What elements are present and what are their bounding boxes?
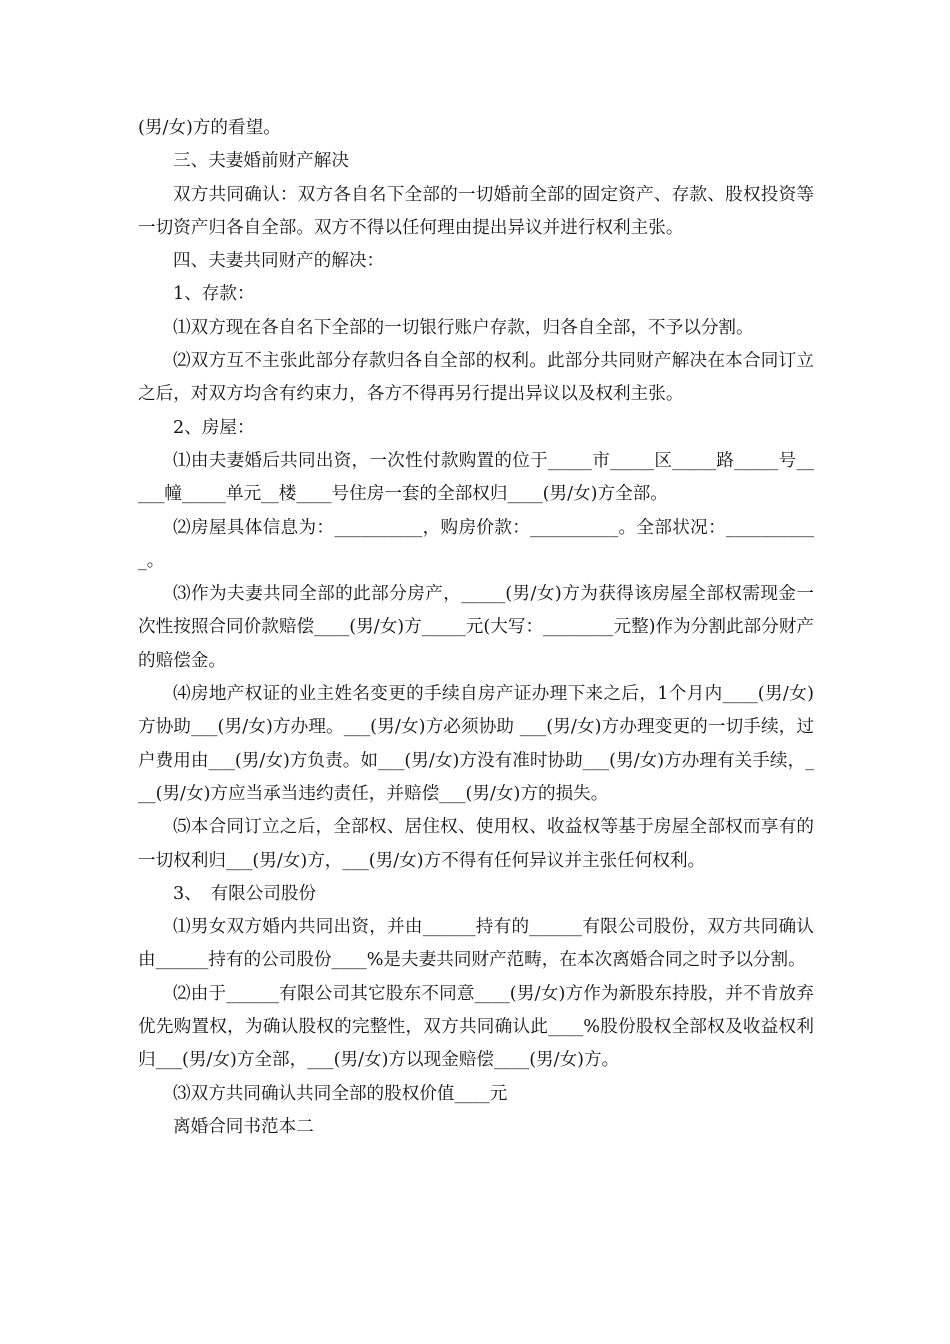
- paragraph-premarital-property: 双方共同确认：双方各自名下全部的一切婚前全部的固定资产、存款、股权投资等一切资产归各自全部。双方不得以任何理由提出异议并进行权利主张。: [138, 184, 814, 238]
- paragraph-house-2: ⑵房屋具体信息为：__________，购房价款：__________。全部状况：___________。: [138, 517, 814, 571]
- subheading-deposits: 1、存款：: [173, 284, 255, 305]
- paragraph-house-5: ⑸本合同订立之后，全部权、居住权、使用权、收益权等基于房屋全部权而享有的一切权利归___(男/女)方，___(男/女)方不得有任何异议并主张任何权利。: [138, 817, 814, 871]
- paragraph-continuation: (男/女)方的看望。: [138, 118, 281, 138]
- section-heading-sample-two: 离婚合同书范本二: [173, 1116, 314, 1137]
- paragraph-house-4: ⑷房地产权证的业主姓名变更的手续自房产证办理下来之后，1个月内____(男/女)方协助___(男/女)方办理。___(男/女)方必须协助 ___(男/女)方办理变更的一切手续，过户费用由___(男/女)方负责。如___(男/女)方没有准时协助___(男/女)方办理有关手续，___(男/女)方应当承当违约责任，并赔偿___(男/女)方的损失。: [138, 684, 814, 804]
- subheading-company-shares: 3、 有限公司股份: [173, 883, 317, 904]
- document-body: [138, 112, 814, 1144]
- paragraph-deposits-2: ⑵双方互不主张此部分存款归各自全部的权利。此部分共同财产解决在本合同订立之后，对双方均含有约束力，各方不得再另行提出异议以及权利主张。: [138, 351, 814, 405]
- section-heading-joint-property: 四、夫妻共同财产的解决：: [173, 251, 385, 272]
- paragraph-shares-1: ⑴男女双方婚内共同出资，并由______持有的______有限公司股份，双方共同确认由______持有的公司股份____%是夫妻共同财产范畴，在本次离婚合同之时予以分割。: [138, 917, 814, 971]
- paragraph-house-1: ⑴由夫妻婚后共同出资，一次性付款购置的位于_____市_____区_____路_____号_____幢_____单元__楼____号住房一套的全部权归____(男/女)方全部。: [138, 450, 814, 505]
- section-heading-premarital-property: 三、夫妻婚前财产解决: [173, 151, 349, 172]
- paragraph-house-3: ⑶作为夫妻共同全部的此部分房产，_____(男/女)方为获得该房屋全部权需现金一次性按照合同价款赔偿____(男/女)方_____元(大写：________元整)作为分割此部分财产的赔偿金。: [138, 584, 814, 671]
- paragraph-shares-2: ⑵由于______有限公司其它股东不同意____(男/女)方作为新股东持股，并不肯放弃优先购置权，为确认股权的完整性，双方共同确认此____%股份股权全部权及收益权利归___(男/女)方全部，___(男/女)方以现金赔偿____(男/女)方。: [138, 983, 814, 1071]
- paragraph-deposits-1: ⑴双方现在各自名下全部的一切银行账户存款，归各自全部，不予以分割。: [173, 317, 754, 338]
- subheading-house: 2、房屋：: [173, 417, 255, 438]
- paragraph-shares-3: ⑶双方共同确认共同全部的股权价值____元: [173, 1083, 508, 1104]
